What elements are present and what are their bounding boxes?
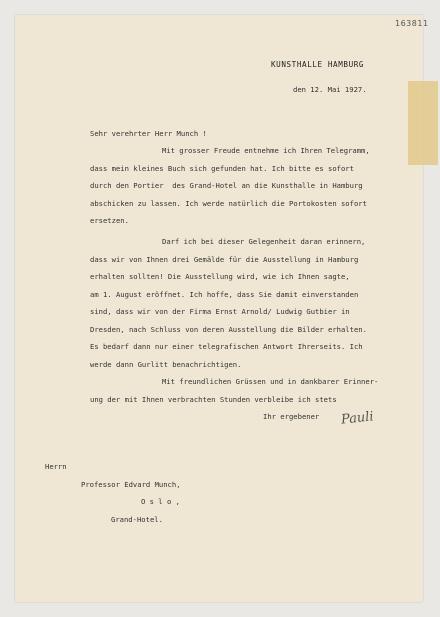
- archive-number: 163811: [395, 19, 429, 28]
- address-line: Professor Edvard Munch,: [81, 480, 181, 489]
- body-line: erhalten sollten! Die Ausstellung wird, wie ich Ihnen sagte,: [90, 272, 350, 281]
- signature: Pauli: [340, 409, 375, 428]
- body-line: werde dann Gurlitt benachrichtigen.: [90, 360, 242, 369]
- body-line: ung der mit Ihnen verbrachten Stunden verbleibe ich stets: [90, 395, 337, 404]
- body-line: dass wir von Ihnen drei Gemälde für die Ausstellung in Hamburg: [90, 255, 359, 264]
- address-line: O s l o ,: [141, 497, 180, 506]
- body-line: am 1. August eröffnet. Ich hoffe, dass Sie damit einverstanden: [90, 290, 359, 299]
- body-line: Es bedarf dann nur einer telegrafischen Antwort Ihrerseits. Ich: [90, 342, 363, 351]
- letterhead: KUNSTHALLE HAMBURG: [271, 60, 365, 69]
- letter-date: den 12. Mai 1927.: [293, 85, 367, 94]
- letter-sheet: [15, 15, 429, 602]
- address-line: Grand-Hotel.: [111, 515, 163, 524]
- body-line: Darf ich bei dieser Gelegenheit daran erinnern,: [162, 237, 366, 246]
- body-line: sind, dass wir von der Firma Ernst Arnold/ Ludwig Gutbier in: [90, 307, 350, 316]
- body-line: Dresden, nach Schluss von deren Ausstellung die Bilder erhalten.: [90, 325, 367, 334]
- body-line: abschicken zu lassen. Ich werde natürlich die Portokosten sofort: [90, 199, 367, 208]
- body-line: ersetzen.: [90, 216, 129, 225]
- body-line: dass mein kleines Buch sich gefunden hat. Ich bitte es sofort: [90, 164, 354, 173]
- salutation: Sehr verehrter Herr Munch !: [90, 129, 207, 138]
- adhesive-tape: [408, 81, 438, 165]
- address-line: Herrn: [45, 462, 67, 471]
- body-line: Mit freundlichen Grüssen und in dankbarer Erinner-: [162, 377, 379, 386]
- body-line: durch den Portier des Grand-Hotel an die Kunsthalle in Hamburg: [90, 181, 363, 190]
- body-line: Mit grosser Freude entnehme ich Ihren Telegramm,: [162, 146, 370, 155]
- closing: Ihr ergebener: [263, 412, 320, 421]
